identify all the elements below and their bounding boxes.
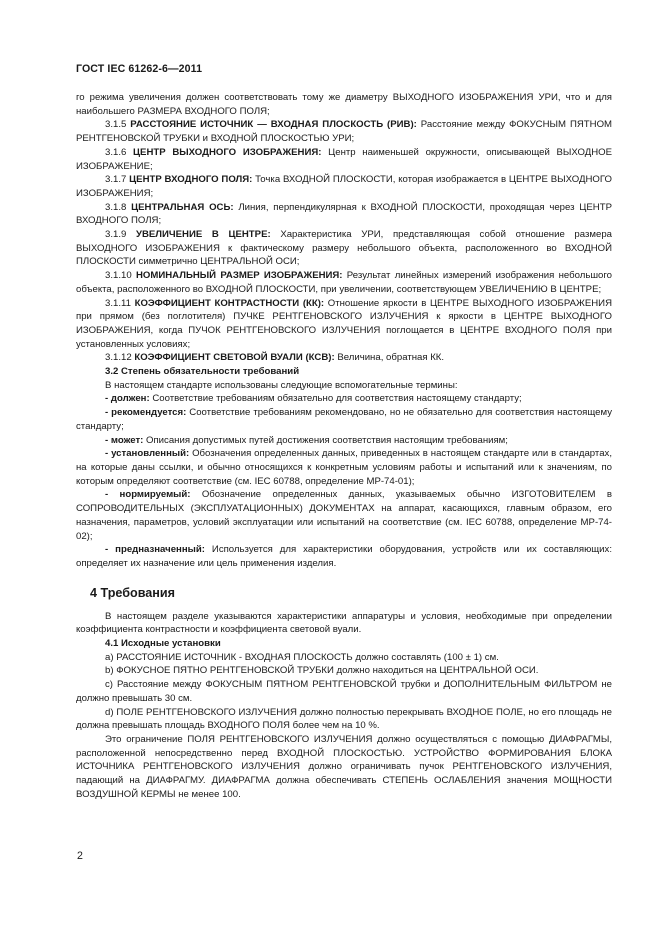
definition-term: КОЭФФИЦИЕНТ СВЕТОВОЙ ВУАЛИ (КСВ): <box>134 352 335 364</box>
term-item: - предназначенный: Используется для характеристики оборудования, устройств или их составляющих: определяет их назначение или цель применения изделия. <box>76 544 612 569</box>
definition-term: ЦЕНТР ВЫХОДНОГО ИЗОБРАЖЕНИЯ: <box>133 146 322 158</box>
subsection-3-2-intro: В настоящем стандарте использованы следующие вспомогательные термины: <box>105 379 458 391</box>
term-item: - нормируемый: Обозначение определенных данных, указываемых обычно ИЗГОТОВИТЕЛЕМ в СОПРОВОДИТЕЛЬНЫХ (ЭКСПЛУАТАЦИОННЫХ) ДОКУМЕНТАХ на аппарат, касающихся, главным образом, его назначения, параметров, условий эксплуатации или испытаний на соответствие (см. IEC 60788, определение МР-74-02); <box>76 489 612 542</box>
list-item: a) РАССТОЯНИЕ ИСТОЧНИК - ВХОДНАЯ ПЛОСКОСТЬ должно составлять (100 ± 1) см. <box>105 651 499 663</box>
definition-3-1-10: 3.1.10 НОМИНАЛЬНЫЙ РАЗМЕР ИЗОБРАЖЕНИЯ: Результат линейных измерений изображения небольшого объекта, расположенного во ВХОДНОЙ ПЛОСКОСТИ, при увеличении, соответствующем УВЕЛИЧЕНИЮ В ЦЕНТРЕ; <box>76 270 612 295</box>
paragraph-continuation: го режима увеличения должен соответствовать тому же диаметру ВЫХОДНОГО ИЗОБРАЖЕНИЯ УРИ, что и для наибольшего РАЗМЕРА ВХОДНОГО ПОЛЯ; <box>76 92 612 117</box>
section-4-title: 4 Требования <box>90 585 175 600</box>
term-item: - установленный: Обозначения определенных данных, приведенных в настоящем стандарте или в стандартах, на которые даны ссылки, и обычно относящихся к конкретным условиям работы и испытаний или к значениям, по которым определяют соответствие (см. IEC 60788, определение МР-74-01); <box>76 448 613 487</box>
definition-3-1-6: 3.1.6 ЦЕНТР ВЫХОДНОГО ИЗОБРАЖЕНИЯ: Центр наименьшей окружности, описывающей ВЫХОДНОЕ ИЗОБРАЖЕНИЕ; <box>76 146 613 172</box>
definition-term: УВЕЛИЧЕНИЕ В ЦЕНТРЕ: <box>135 229 271 241</box>
page-body <box>76 91 612 801</box>
definition-3-1-12: 3.1.12 КОЭФФИЦИЕНТ СВЕТОВОЙ ВУАЛИ (КСВ): Величина, обратная КК. <box>105 352 445 364</box>
page-header: ГОСТ IEC 61262-6—2011 <box>76 63 203 75</box>
subsection-4-1-title: 4.1 Исходные установки <box>105 638 221 650</box>
definition-3-1-11: 3.1.11 КОЭФФИЦИЕНТ КОНТРАСТНОСТИ (КК): Отношение яркости в ЦЕНТРЕ ВЫХОДНОГО ИЗОБРАЖЕНИЯ при прямом (без поглотителя) ПУЧКЕ РЕНТГЕНОВСКОГО ИЗЛУЧЕНИЯ к яркости в ЦЕНТРЕ ВЫХОДНОГО ИЗОБРАЖЕНИЯ, когда ПУЧОК РЕНТГЕНОВСКОГО ИЗЛУЧЕНИЯ поглощается в ЦЕНТРЕ ВХОДНОГО ПОЛЯ при установленных условиях; <box>76 297 612 350</box>
list-item: d) ПОЛЕ РЕНТГЕНОВСКОГО ИЗЛУЧЕНИЯ должно полностью перекрывать ВХОДНОЕ ПОЛЕ, но его площадь не должна превышать площадь ВХОДНОГО ПОЛЯ более чем на 10 %. <box>76 706 612 732</box>
definition-term: РАССТОЯНИЕ ИСТОЧНИК — ВХОДНАЯ ПЛОСКОСТЬ (РИВ): <box>130 119 417 131</box>
subsection-3-2-title: 3.2 Степень обязательности требований <box>105 366 300 378</box>
section-4-intro: В настоящем разделе указываются характеристики аппаратуры и условия, необходимые при определении коэффициента контрастности и коэффициента световой вуали. <box>76 610 612 636</box>
definition-3-1-7: 3.1.7 ЦЕНТР ВХОДНОГО ПОЛЯ: Точка ВХОДНОЙ ПЛОСКОСТИ, которая изображается в ЦЕНТРЕ ВЫХОДНОГО ИЗОБРАЖЕНИЯ; <box>76 174 612 199</box>
section-4-closing: Это ограничение ПОЛЯ РЕНТГЕНОВСКОГО ИЗЛУЧЕНИЯ должно осуществляться с помощью ДИАФРАГМЫ, расположенной непосредственно перед ВХОДНОЙ ПЛОСКОСТЬЮ. УСТРОЙСТВО ФОРМИРОВАНИЯ БЛОКА ИСТОЧНИКА РЕНТГЕНОВСКОГО ИЗЛУЧЕНИЯ должно ограничивать пучок РЕНТГЕНОВСКОГО ИЗЛУЧЕНИЯ, падающий на ДИАФРАГМУ. ДИАФРАГМА должна обеспечивать СТЕПЕНЬ ОСЛАБЛЕНИЯ значения МОЩНОСТИ ВОЗДУШНОЙ КЕРМЫ не менее 100. <box>76 733 612 800</box>
term-item: - может: Описания допустимых путей достижения соответствия настоящим требованиям; <box>105 434 508 446</box>
definition-term: НОМИНАЛЬНЫЙ РАЗМЕР ИЗОБРАЖЕНИЯ: <box>135 270 343 282</box>
definition-3-1-5: 3.1.5 РАССТОЯНИЕ ИСТОЧНИК — ВХОДНАЯ ПЛОСКОСТЬ (РИВ): Расстояние между ФОКУСНЫМ ПЯТНОМ РЕНТГЕНОВСКОЙ ТРУБКИ и ВХОДНОЙ ПЛОСКОСТЬЮ УРИ; <box>76 119 613 145</box>
term-item: - рекомендуется: Соответствие требованиям рекомендовано, но не обязательно для соответствия настоящему стандарту; <box>76 407 612 432</box>
term-item: - должен: Соответствие требованиям обязательно для соответствия настоящему стандарту; <box>105 393 522 405</box>
definition-term: ЦЕНТРАЛЬНАЯ ОСЬ: <box>131 201 234 213</box>
definition-term: ЦЕНТР ВХОДНОГО ПОЛЯ: <box>129 174 253 186</box>
definition-3-1-9: 3.1.9 УВЕЛИЧЕНИЕ В ЦЕНТРЕ: Характеристика УРИ, представляющая собой отношение размера ВЫХОДНОГО ИЗОБРАЖЕНИЯ к фактическому размеру небольшого объекта, расположенного во ВХОДНОЙ ПЛОСКОСТИ симметрично ЦЕНТРАЛЬНОЙ ОСИ; <box>76 229 612 268</box>
list-item: c) Расстояние между ФОКУСНЫМ ПЯТНОМ РЕНТГЕНОВСКОЙ трубки и ДОПОЛНИТЕЛЬНЫМ ФИЛЬТРОМ не должно превышать 30 см. <box>76 679 612 704</box>
list-item: b) ФОКУСНОЕ ПЯТНО РЕНТГЕНОВСКОЙ ТРУБКИ должно находиться на ЦЕНТРАЛЬНОЙ ОСИ. <box>105 665 539 677</box>
definition-3-1-8: 3.1.8 ЦЕНТРАЛЬНАЯ ОСЬ: Линия, перпендикулярная к ВХОДНОЙ ПЛОСКОСТИ, проходящая через ЦЕНТР ВХОДНОГО ПОЛЯ; <box>76 201 612 227</box>
definition-term: КОЭФФИЦИЕНТ КОНТРАСТНОСТИ (КК): <box>134 297 325 309</box>
page-number: 2 <box>77 850 83 862</box>
